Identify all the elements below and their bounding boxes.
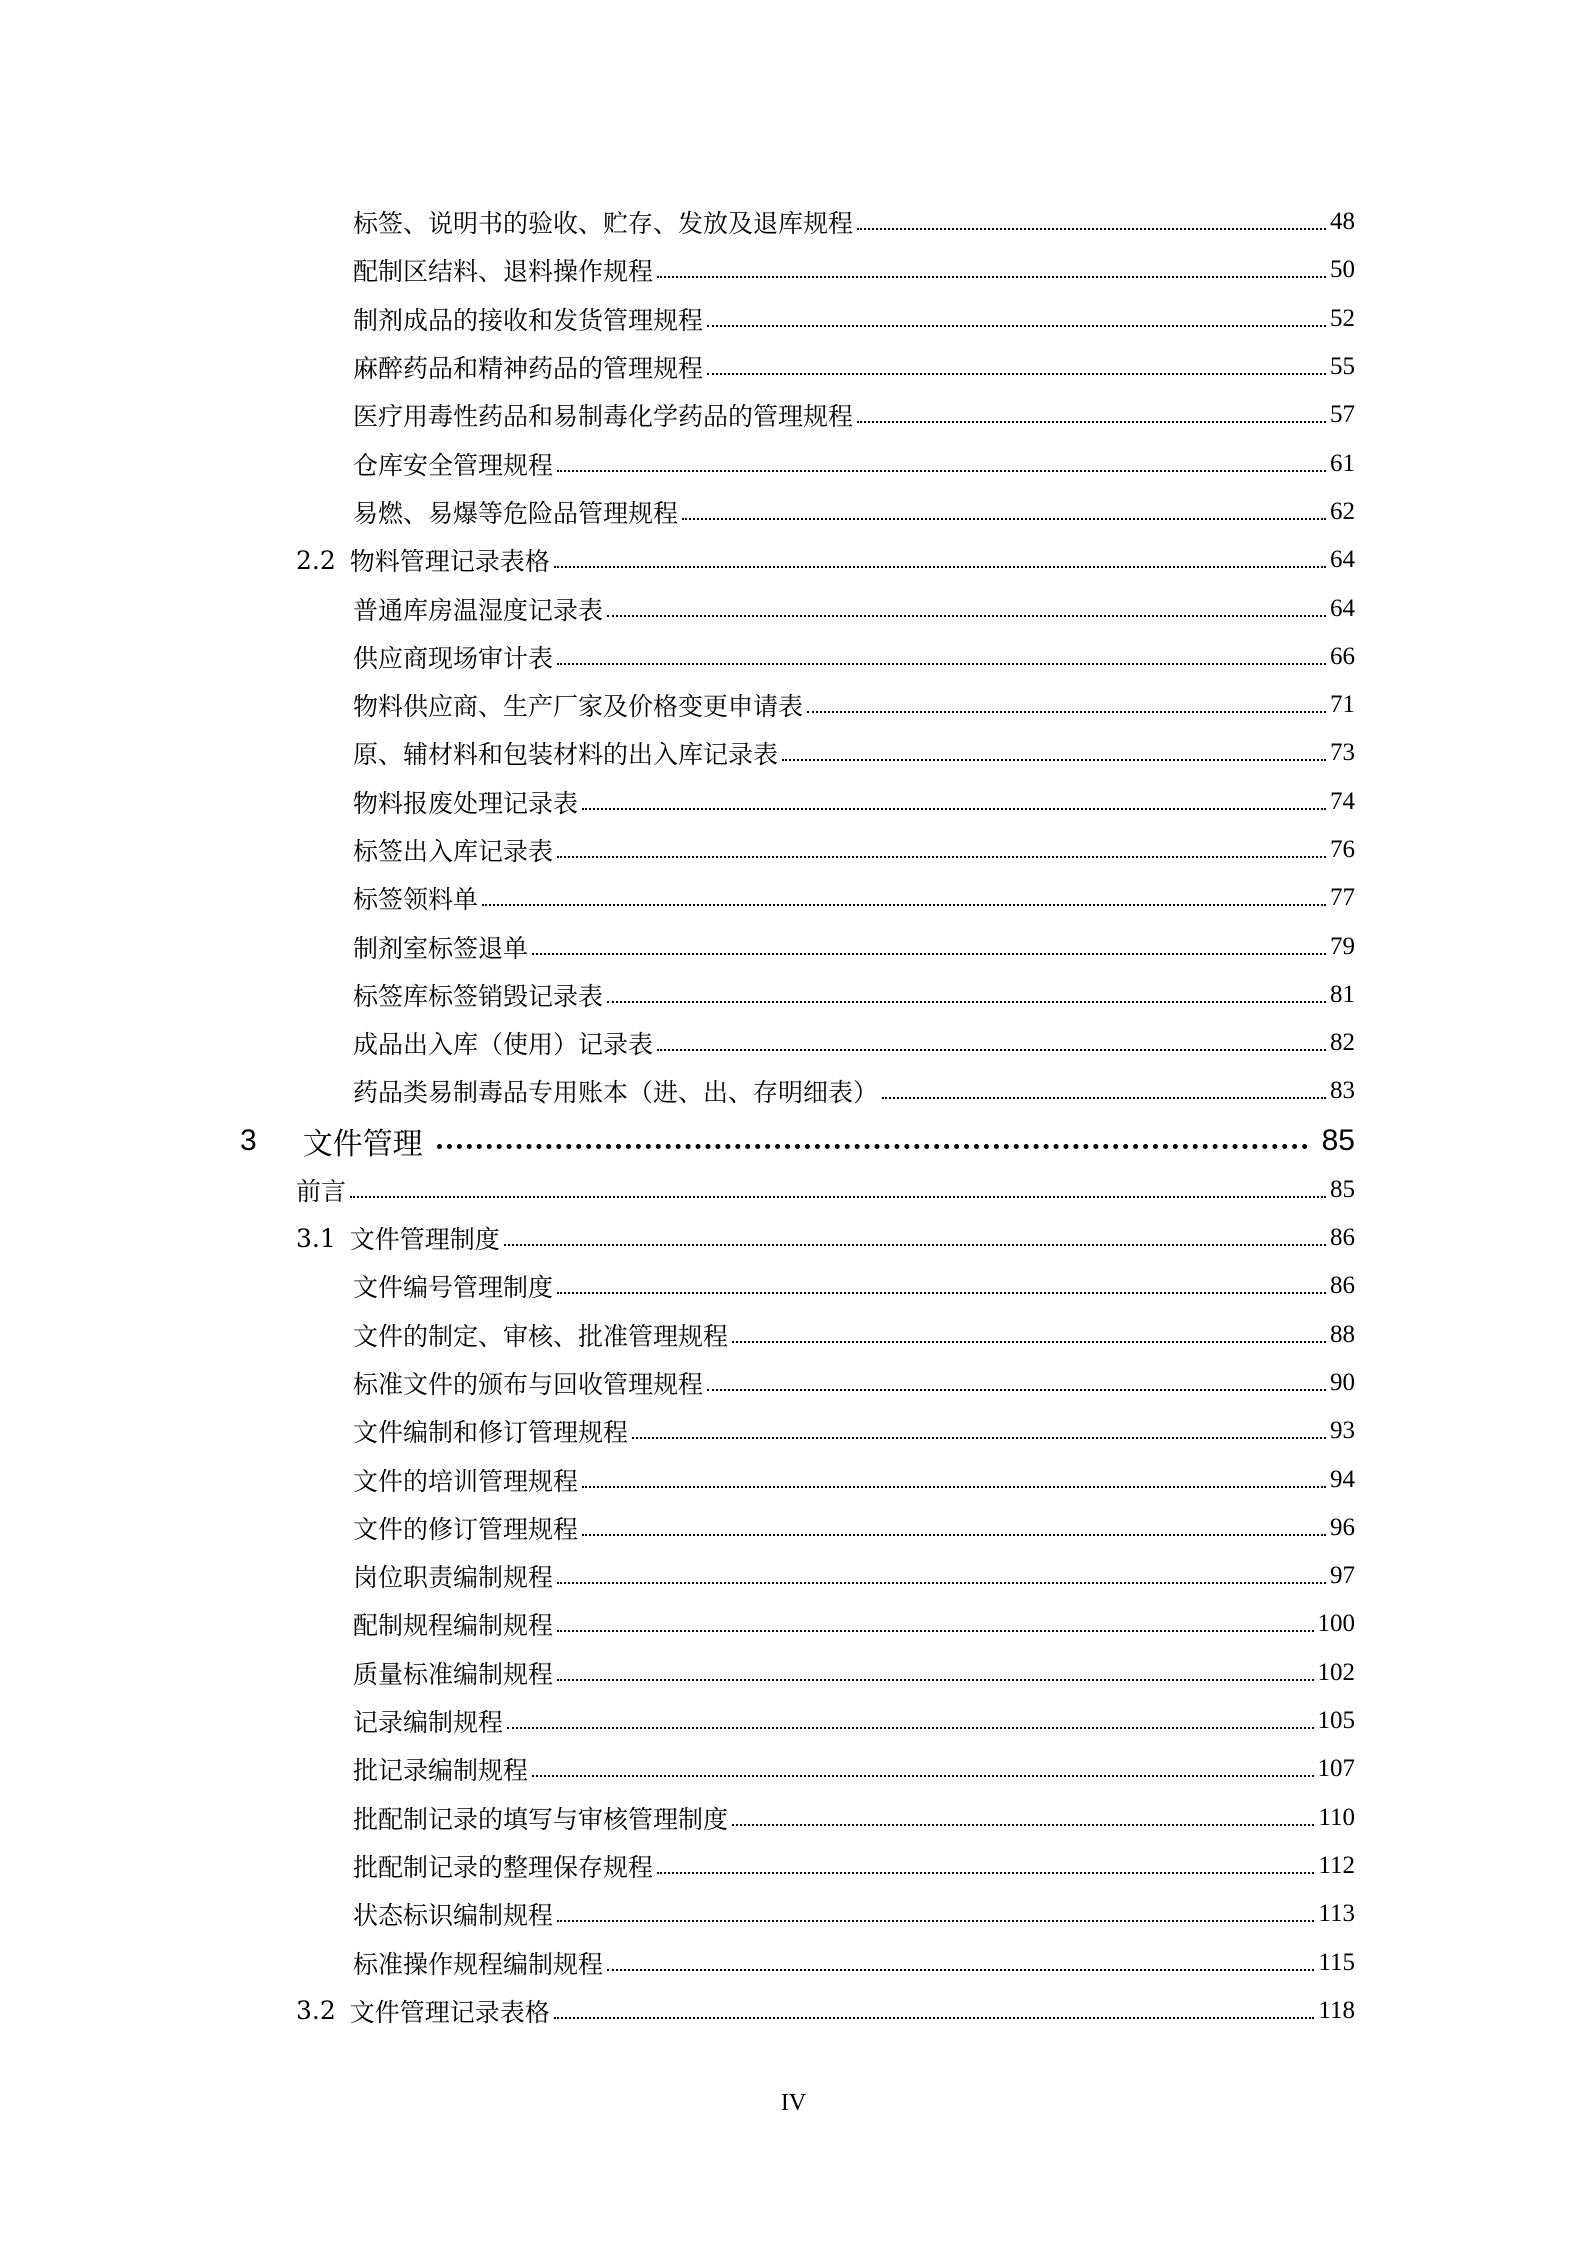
dot-leader (582, 1486, 1326, 1488)
dot-leader (554, 2017, 1315, 2019)
toc-entry[interactable] (0, 1794, 1587, 1842)
dot-leader (607, 1969, 1314, 1971)
toc-entry-page: 79 (1330, 932, 1355, 960)
toc-entry[interactable] (0, 1890, 1587, 1938)
dot-leader (557, 1582, 1326, 1584)
toc-entry-title: 记录编制规程 (353, 1708, 504, 1738)
toc-entry-page: 96 (1330, 1513, 1355, 1541)
dot-leader (507, 1727, 1313, 1729)
toc-entry[interactable] (0, 1455, 1587, 1503)
dot-leader (882, 1097, 1326, 1099)
toc-entry-number: 2.2 (296, 545, 336, 575)
toc-entry[interactable] (0, 1552, 1587, 1600)
toc-entry-title: 文件管理制度 (349, 1225, 500, 1255)
toc-entry-title: 标签库标签销毁记录表 (353, 981, 604, 1011)
toc-entry-page: 88 (1330, 1320, 1355, 1348)
toc-entry-page: 83 (1330, 1077, 1355, 1105)
toc-entry[interactable] (0, 246, 1587, 294)
dot-leader (857, 228, 1326, 230)
toc-entry-title: 物料管理记录表格 (349, 547, 550, 577)
toc-entry[interactable] (0, 681, 1587, 729)
dot-leader (707, 1389, 1326, 1391)
dot-leader (554, 566, 1326, 568)
toc-entry-page: 102 (1317, 1658, 1355, 1686)
toc-entry[interactable] (0, 778, 1587, 826)
toc-entry-page: 50 (1330, 256, 1355, 284)
dot-leader (350, 1196, 1326, 1198)
toc-entry[interactable] (0, 343, 1587, 391)
toc-entry-title: 批配制记录的整理保存规程 (353, 1852, 654, 1882)
toc-entry[interactable] (0, 295, 1587, 343)
toc-entry-page: 86 (1330, 1272, 1355, 1300)
dot-leader (707, 373, 1326, 375)
dot-leader (557, 1292, 1326, 1294)
toc-entry-title: 标准文件的颁布与回收管理规程 (353, 1369, 704, 1399)
toc-entry-title: 仓库安全管理规程 (353, 450, 554, 480)
toc-entry-page: 115 (1318, 1948, 1355, 1976)
dot-leader (682, 518, 1326, 520)
toc-entry-page: 113 (1318, 1900, 1355, 1928)
toc-entry[interactable] (0, 198, 1587, 246)
toc-entry-page: 110 (1318, 1803, 1355, 1831)
dot-leader (582, 1534, 1326, 1536)
toc-entry[interactable] (0, 1987, 1587, 2035)
toc-entry[interactable] (0, 1745, 1587, 1793)
toc-entry[interactable] (0, 1116, 1587, 1166)
toc-entry[interactable] (0, 922, 1587, 970)
dot-leader (557, 1920, 1314, 1922)
toc-entry-page: 52 (1330, 304, 1355, 332)
toc-entry-title: 标签、说明书的验收、贮存、发放及退库规程 (353, 209, 854, 239)
dot-leader (657, 1872, 1314, 1874)
toc-entry-page: 62 (1330, 497, 1355, 525)
toc-entry-page: 66 (1330, 642, 1355, 670)
toc-entry-page: 73 (1330, 739, 1355, 767)
toc-entry-page: 81 (1330, 980, 1355, 1008)
toc-entry-page: 85 (1321, 1123, 1355, 1157)
dot-leader (557, 663, 1326, 665)
dot-leader (732, 1824, 1314, 1826)
toc-entry[interactable] (0, 1938, 1587, 1986)
dot-leader (504, 1244, 1326, 1246)
dot-leader (732, 1341, 1326, 1343)
toc-entry[interactable] (0, 439, 1587, 487)
toc-entry[interactable] (0, 1214, 1587, 1262)
dot-leader (632, 1437, 1326, 1439)
toc-entry-page: 107 (1317, 1755, 1355, 1783)
toc-entry-title: 医疗用毒性药品和易制毒化学药品的管理规程 (353, 402, 854, 432)
dot-leader (482, 904, 1326, 906)
toc-entry-title: 物料供应商、生产厂家及价格变更申请表 (353, 692, 804, 722)
page-number: IV (780, 2090, 807, 2116)
dot-leader (607, 1001, 1326, 1003)
dot-leader (557, 1630, 1313, 1632)
toc-entry[interactable] (0, 826, 1587, 874)
toc-entry-title: 文件的修订管理规程 (353, 1514, 579, 1544)
toc-entry-page: 93 (1330, 1417, 1355, 1445)
toc-entry-title: 状态标识编制规程 (353, 1901, 554, 1931)
toc-entry[interactable] (0, 874, 1587, 922)
toc-entry-title: 标签领料单 (353, 885, 479, 915)
toc-entry-page: 74 (1330, 787, 1355, 815)
table-of-contents (0, 198, 1587, 2035)
toc-entry-number: 3.1 (296, 1223, 336, 1253)
toc-entry[interactable] (0, 1262, 1587, 1310)
toc-entry-title: 前言 (296, 1176, 347, 1206)
toc-entry[interactable] (0, 536, 1587, 584)
toc-entry-title: 药品类易制毒品专用账本（进、出、存明细表） (353, 1078, 879, 1108)
toc-entry-title: 易燃、易爆等危险品管理规程 (353, 498, 679, 528)
toc-entry-page: 86 (1330, 1224, 1355, 1252)
dot-leader (607, 615, 1326, 617)
toc-entry[interactable] (0, 971, 1587, 1019)
toc-entry-page: 105 (1317, 1707, 1355, 1735)
dot-leader (782, 759, 1326, 761)
toc-entry[interactable] (0, 1407, 1587, 1455)
toc-entry-page: 61 (1330, 449, 1355, 477)
toc-entry[interactable] (0, 1311, 1587, 1359)
toc-entry-title: 文件的培训管理规程 (353, 1466, 579, 1496)
toc-entry[interactable] (0, 1359, 1587, 1407)
toc-entry-page: 76 (1330, 836, 1355, 863)
toc-entry-page: 90 (1330, 1368, 1355, 1396)
dot-leader (657, 1049, 1326, 1051)
toc-entry-title: 文件管理记录表格 (349, 1997, 550, 2027)
toc-entry-title: 制剂室标签退单 (353, 933, 529, 963)
toc-entry[interactable] (0, 1504, 1587, 1552)
toc-entry-page: 97 (1330, 1562, 1355, 1590)
toc-entry-number: 3 (240, 1123, 257, 1157)
toc-entry-page: 94 (1330, 1465, 1355, 1493)
toc-entry-title: 文件管理 (302, 1126, 423, 1162)
dot-leader (807, 711, 1326, 713)
toc-entry[interactable] (0, 1067, 1587, 1115)
toc-entry[interactable] (0, 584, 1587, 632)
dot-leader (557, 1679, 1313, 1681)
toc-entry-page: 64 (1330, 546, 1355, 574)
toc-entry-title: 文件的制定、审核、批准管理规程 (353, 1321, 729, 1351)
toc-entry-title: 文件编制和修订管理规程 (353, 1418, 629, 1448)
toc-entry-title: 岗位职责编制规程 (353, 1563, 554, 1593)
toc-entry-title: 文件编号管理制度 (353, 1273, 554, 1303)
toc-entry[interactable] (0, 1166, 1587, 1214)
toc-entry-page: 118 (1318, 1996, 1355, 2024)
toc-entry-title: 制剂成品的接收和发货管理规程 (353, 305, 704, 335)
toc-entry-title: 标准操作规程编制规程 (353, 1949, 604, 1979)
toc-entry[interactable] (0, 1842, 1587, 1890)
toc-entry-title: 原、辅材料和包装材料的出入库记录表 (353, 740, 779, 770)
toc-entry-page: 71 (1330, 691, 1355, 719)
dot-leader (557, 856, 1326, 858)
toc-entry-title: 标签出入库记录表 (353, 837, 554, 866)
toc-entry-title: 麻醉药品和精神药品的管理规程 (353, 354, 704, 384)
toc-entry[interactable] (0, 1019, 1587, 1067)
dot-leader (707, 325, 1326, 327)
dot-leader (582, 808, 1326, 810)
dot-leader (437, 1144, 1308, 1149)
toc-entry[interactable] (0, 1697, 1587, 1745)
toc-entry-title: 质量标准编制规程 (353, 1659, 554, 1689)
dot-leader (857, 421, 1326, 423)
toc-entry-page: 55 (1330, 353, 1355, 381)
toc-entry[interactable] (0, 633, 1587, 681)
dot-leader (657, 276, 1326, 278)
toc-entry-page: 82 (1330, 1029, 1355, 1057)
toc-entry-page: 48 (1330, 208, 1355, 236)
toc-entry[interactable] (0, 1600, 1587, 1648)
toc-entry-title: 配制规程编制规程 (353, 1611, 554, 1641)
toc-entry[interactable] (0, 1649, 1587, 1697)
dot-leader (557, 470, 1326, 472)
toc-entry-title: 供应商现场审计表 (353, 643, 554, 673)
toc-entry-title: 批记录编制规程 (353, 1756, 529, 1786)
toc-entry-page: 57 (1330, 401, 1355, 429)
dot-leader (532, 1775, 1313, 1777)
toc-entry[interactable] (0, 391, 1587, 439)
toc-entry-title: 普通库房温湿度记录表 (353, 595, 604, 625)
toc-entry-page: 85 (1330, 1175, 1355, 1203)
toc-entry[interactable] (0, 729, 1587, 777)
toc-entry-page: 100 (1317, 1610, 1355, 1638)
toc-entry-title: 成品出入库（使用）记录表 (353, 1030, 654, 1060)
toc-entry-number: 3.2 (296, 1996, 336, 2026)
toc-entry-page: 77 (1330, 884, 1355, 912)
toc-entry-title: 配制区结料、退料操作规程 (353, 257, 654, 287)
dot-leader (532, 953, 1326, 955)
toc-entry-title: 批配制记录的填写与审核管理制度 (353, 1804, 729, 1834)
toc-entry[interactable] (0, 488, 1587, 536)
toc-entry-title: 物料报废处理记录表 (353, 788, 579, 818)
toc-entry-page: 112 (1318, 1851, 1355, 1879)
toc-entry-page: 64 (1330, 594, 1355, 622)
